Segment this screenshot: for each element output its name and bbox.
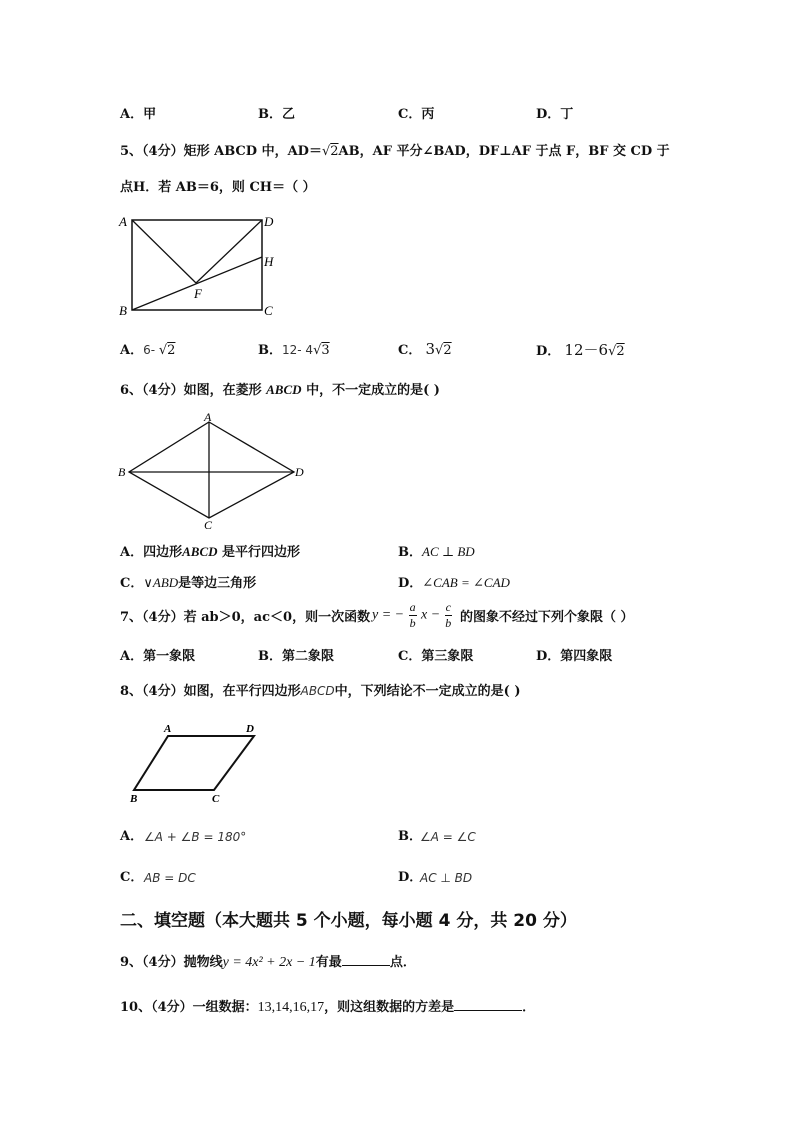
q8-option-b-math: ∠A = ∠C bbox=[420, 830, 476, 844]
q4-option-c: C．丙 bbox=[398, 107, 435, 122]
q8-option-d-math: AC ⊥ BD bbox=[420, 871, 473, 885]
q7-fraction-a-over-b: $\frac{a}{b}$ bbox=[409, 600, 416, 630]
q7-text-end: 的图象不经过下列个象限（ ） bbox=[460, 610, 634, 625]
q5-text-line2: 点H．若 AB＝6，则 CH＝（ ） bbox=[120, 180, 316, 195]
segment-df bbox=[196, 220, 262, 283]
q7-option-b: B．第二象限 bbox=[258, 649, 335, 664]
segment-af bbox=[132, 220, 196, 283]
label-c: C bbox=[204, 518, 213, 532]
rhombus-abcd bbox=[129, 422, 294, 518]
q5-option-b: B．12- 4√3 bbox=[258, 343, 330, 358]
segment-bh bbox=[132, 257, 262, 310]
q6-option-c: C．∨ABD是等边三角形 bbox=[120, 575, 257, 591]
label-b: B bbox=[118, 465, 126, 479]
q6-text: 6、（4分）如图，在菱形 ABCD 中，不一定成立的是( ) bbox=[120, 382, 440, 398]
label-h: H bbox=[264, 254, 274, 269]
q7-fraction-c-over-b: $\frac{c}{b}$ bbox=[445, 600, 452, 630]
q5-option-a: A．6- √2 bbox=[120, 343, 176, 358]
label-d: D bbox=[264, 214, 274, 229]
q7-text: 7、（4分）若 ab＞0，ac＜0，则一次函数 bbox=[120, 610, 371, 625]
q5-text-line1: 5、（4分）矩形 ABCD 中，AD＝√2AB，AF 平分∠BAD，DF⊥AF 于点 F，BF 交 CD 于 bbox=[120, 144, 670, 159]
q8-option-a-letter: A． bbox=[120, 829, 144, 844]
q8-option-c-letter: C． bbox=[120, 870, 144, 885]
label-b: B bbox=[119, 303, 127, 318]
q8-text: 8、（4分）如图，在平行四边形ABCD中，下列结论不一定成立的是( ) bbox=[120, 684, 521, 699]
section-heading: 二、填空题（本大题共 5 个小题，每小题 4 分，共 20 分） bbox=[120, 911, 577, 931]
q5-option-c: C． 3√2 bbox=[398, 340, 452, 358]
q6-option-b: B．AC ⊥ BD bbox=[398, 544, 475, 560]
label-d: D bbox=[246, 723, 254, 735]
q5-figure bbox=[116, 210, 286, 322]
q8-figure bbox=[124, 716, 274, 808]
label-a: A bbox=[119, 214, 127, 229]
label-a: A bbox=[204, 410, 212, 424]
q8-option-c-math: AB = DC bbox=[144, 871, 196, 885]
label-c: C bbox=[264, 303, 273, 318]
label-c: C bbox=[212, 793, 220, 805]
q4-option-d: D．丁 bbox=[536, 107, 574, 122]
label-a: A bbox=[164, 723, 172, 735]
label-d: D bbox=[295, 465, 304, 479]
q10-text: 10、（4分）一组数据：13,14,16,17，则这组数据的方差是 ． bbox=[120, 1000, 536, 1015]
q6-option-d: D．∠CAB = ∠CAD bbox=[398, 575, 510, 591]
q7-function: y = − $\frac{a}{b}$ x − $\frac{c}{b}$ bbox=[372, 600, 452, 630]
q7-option-c: C．第三象限 bbox=[398, 649, 474, 664]
parallelogram-abcd bbox=[134, 736, 254, 790]
q4-option-a: A．甲 bbox=[120, 107, 157, 122]
q6-option-a: A．四边形ABCD 是平行四边形 bbox=[120, 544, 301, 560]
label-b: B bbox=[130, 793, 138, 805]
q8-option-a-math: ∠A + ∠B = 180° bbox=[144, 830, 247, 844]
q9-answer-blank[interactable] bbox=[342, 953, 390, 966]
q7-option-d: D．第四象限 bbox=[536, 649, 613, 664]
q4-option-b: B．乙 bbox=[258, 107, 296, 122]
label-f: F bbox=[194, 286, 202, 301]
q9-text: 9、（4分）抛物线y = 4x² + 2x − 1有最 点． bbox=[120, 955, 416, 970]
q10-answer-blank[interactable] bbox=[454, 998, 522, 1011]
q6-figure bbox=[114, 410, 314, 532]
q8-option-b-letter: B． bbox=[398, 829, 422, 844]
q7-option-a: A．第一象限 bbox=[120, 649, 196, 664]
q8-option-d-letter: D． bbox=[398, 870, 423, 885]
q5-option-d: D． 12－6√2 bbox=[536, 341, 625, 359]
